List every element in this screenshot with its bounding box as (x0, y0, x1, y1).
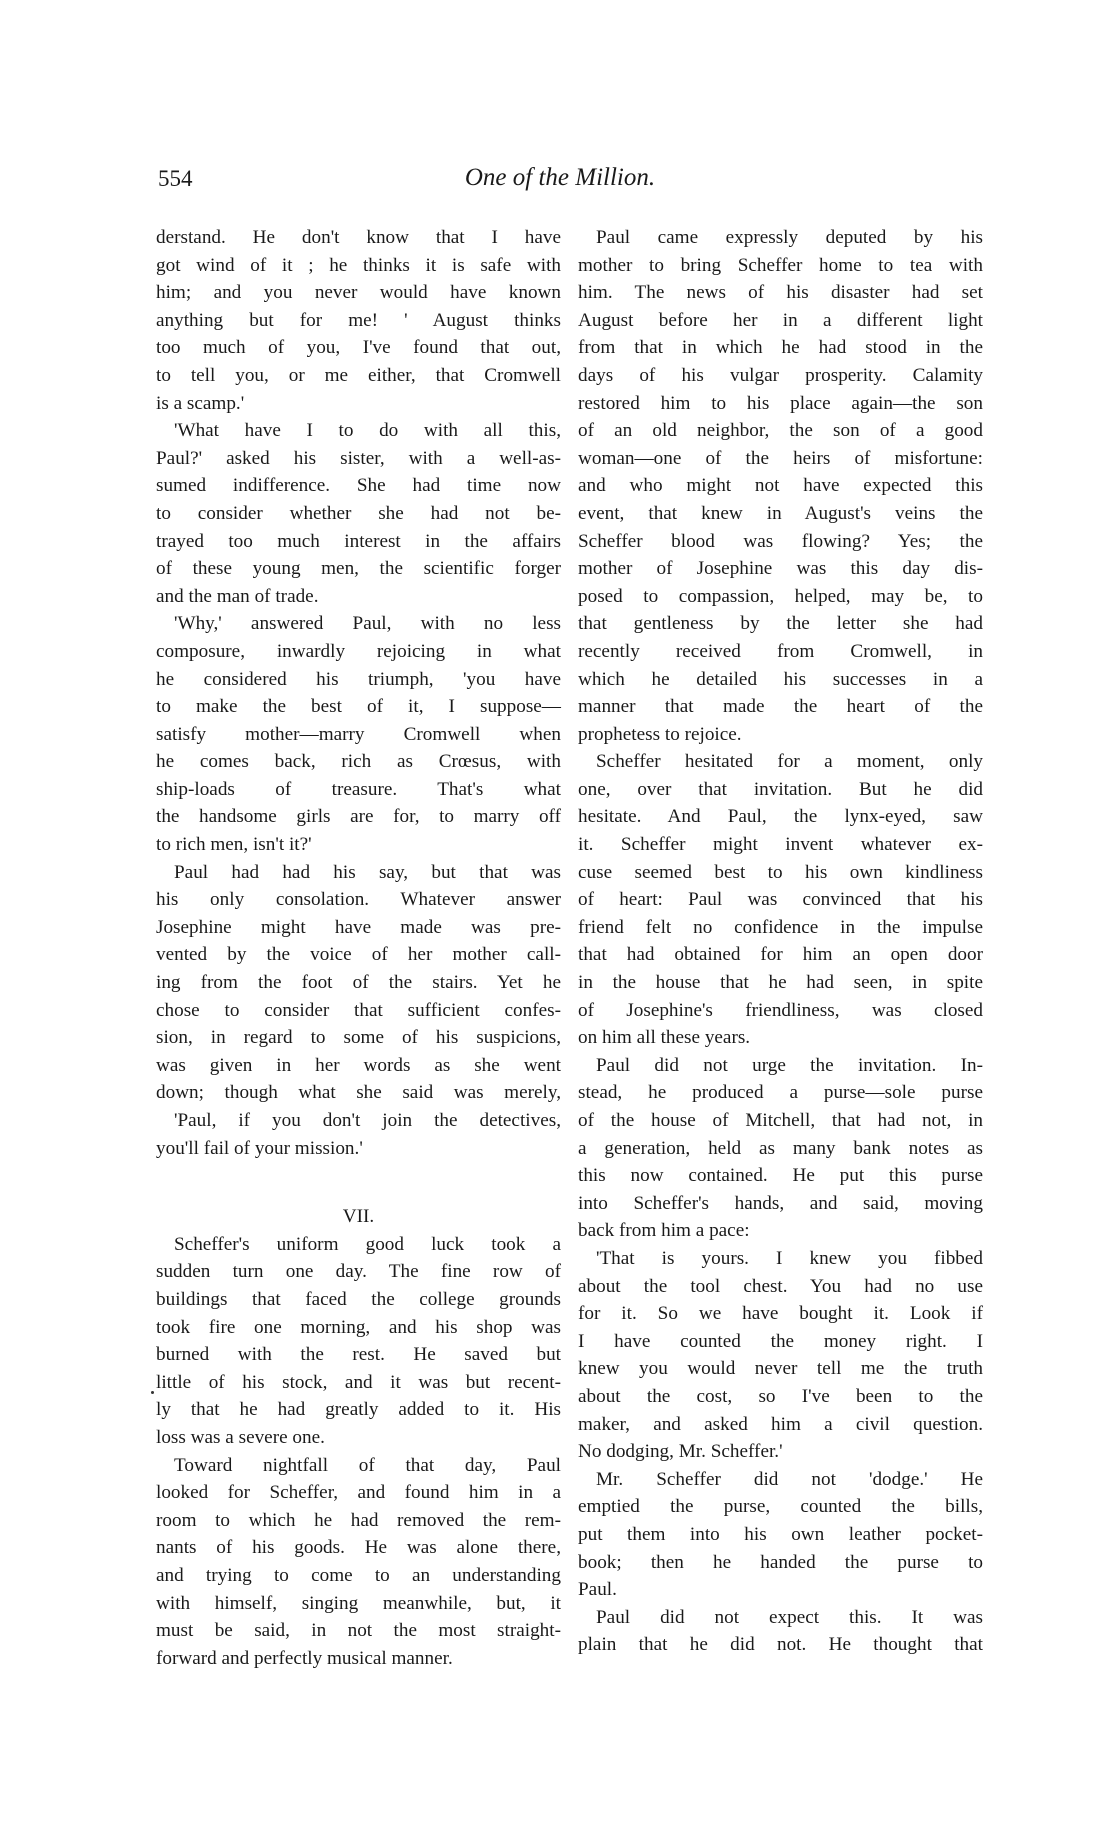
text-line: into Scheffer's hands, and said, moving (578, 1192, 983, 1214)
text-line: maker, and asked him a civil question. (578, 1413, 983, 1435)
text-line: ship-loads of treasure. That's what (156, 778, 561, 800)
text-line: with himself, singing meanwhile, but, it (156, 1592, 561, 1614)
text-line: of the house of Mitchell, that had not, in (578, 1110, 983, 1131)
section-heading: VII. (342, 1206, 375, 1228)
text-line: this now contained. He put this purse (578, 1165, 983, 1187)
text-line: about the cost, so I've been to the (578, 1385, 983, 1407)
text-line: for it. So we have bought it. Look if (578, 1303, 983, 1325)
text-line: is a scamp.' (156, 392, 245, 414)
text-line: Scheffer hesitated for a moment, only (596, 751, 983, 773)
text-line: got wind of it ; he thinks it is safe with (156, 254, 561, 276)
text-line: looked for Scheffer, and found him in a (156, 1482, 561, 1504)
text-line: was given in her words as she went (156, 1054, 561, 1076)
text-line: down; though what she said was merely, (156, 1082, 561, 1104)
text-line: too much of you, I've found that out, (156, 337, 561, 359)
text-line: knew you would never tell me the truth (578, 1358, 983, 1380)
text-line: 'Why,' answered Paul, with no less (174, 613, 561, 635)
text-line: of an old neighbor, the son of a good (578, 420, 983, 442)
text-line: back from him a pace: (578, 1220, 750, 1242)
text-line: on him all these years. (578, 1027, 751, 1049)
text-line: Josephine might have made was pre- (156, 916, 561, 938)
text-line: recently received from Cromwell, in (578, 640, 983, 662)
text-line: Paul had had his say, but that was (174, 861, 561, 883)
text-line: one, over that invitation. But he did (578, 778, 983, 800)
text-line: Paul. (578, 1579, 617, 1601)
text-line: trayed too much interest in the affairs (156, 530, 561, 552)
text-line: anything but for me! ' August thinks (156, 309, 561, 331)
text-line: of Josephine's friendliness, was closed (578, 999, 983, 1021)
text-line: ly that he had greatly added to it. His (156, 1399, 561, 1421)
text-line: August before her in a different light (578, 309, 983, 331)
section-gap (156, 1162, 561, 1203)
text-line: burned with the rest. He saved but (156, 1344, 561, 1366)
text-line: plain that he did not. He thought that (578, 1634, 983, 1656)
text-line: put them into his own leather pocket- (578, 1523, 983, 1545)
text-line: 'What have I to do with all this, (174, 420, 561, 442)
text-line: sumed indifference. She had time now (156, 475, 561, 497)
text-line: little of his stock, and it was but recent- (156, 1371, 561, 1393)
text-line: he comes back, rich as Crœsus, with (156, 751, 561, 773)
text-line: mother of Josephine was this day dis- (578, 558, 983, 580)
text-line: in the house that he had seen, in spite (578, 972, 983, 994)
text-line: Paul came expressly deputed by his (596, 227, 983, 248)
text-line: you'll fail of your mission.' (156, 1137, 363, 1159)
page-number: 554 (158, 166, 193, 191)
text-line: from that in which he had stood in the (578, 337, 983, 359)
text-line: vented by the voice of her mother call- (156, 944, 561, 966)
text-line: about the tool chest. You had no use (578, 1275, 983, 1297)
text-line: 'That is yours. I knew you fibbed (596, 1247, 983, 1269)
text-line: a generation, held as many bank notes as (578, 1137, 983, 1159)
text-line: Paul did not expect this. It was (596, 1606, 983, 1628)
text-line: his only consolation. Whatever answer (156, 889, 561, 911)
text-line: No dodging, Mr. Scheffer.' (578, 1441, 783, 1463)
text-line: and the man of trade. (156, 585, 319, 607)
right-column-text (578, 224, 983, 1659)
left-column (156, 224, 561, 1672)
text-line: prophetess to rejoice. (578, 723, 742, 745)
text-line: of heart: Paul was convinced that his (578, 889, 983, 911)
section-text (156, 1231, 561, 1673)
text-line: Scheffer's uniform good luck took a (174, 1233, 561, 1255)
text-line: must be said, in not the most straight- (156, 1620, 561, 1642)
text-line: took fire one morning, and his shop was (156, 1316, 561, 1338)
text-line: sudden turn one day. The fine row of (156, 1261, 561, 1283)
text-line: book; then he handed the purse to (578, 1551, 983, 1573)
text-line: the handsome girls are for, to marry off (156, 806, 561, 828)
text-line: Paul did not urge the invitation. In- (596, 1054, 983, 1076)
text-line: I have counted the money right. I (578, 1330, 983, 1352)
text-line: Mr. Scheffer did not 'dodge.' He (596, 1468, 983, 1490)
text-line: buildings that faced the college grounds (156, 1288, 561, 1310)
text-line: Scheffer blood was flowing? Yes; the (578, 530, 983, 552)
text-line: to make the best of it, I suppose— (156, 696, 561, 718)
text-line: nants of his goods. He was alone there, (156, 1537, 561, 1559)
text-line: woman—one of the heirs of misfortune: (578, 447, 983, 469)
text-line: it. Scheffer might invent whatever ex- (578, 834, 983, 856)
text-line: restored him to his place again—the son (578, 392, 983, 414)
text-line: sion, in regard to some of his suspicions, (156, 1027, 561, 1049)
text-line: friend felt no confidence in the impulse (578, 916, 983, 938)
text-line: 'Paul, if you don't join the detectives, (174, 1110, 561, 1131)
text-line: to rich men, isn't it?' (156, 834, 312, 856)
text-line: days of his vulgar prosperity. Calamity (578, 364, 983, 386)
text-line: cuse seemed best to his own kindliness (578, 861, 983, 883)
text-line: he considered his triumph, 'you have (156, 668, 561, 690)
text-line: loss was a severe one. (156, 1426, 325, 1448)
text-line: satisfy mother—marry Cromwell when (156, 723, 561, 745)
text-line: stead, he produced a purse—sole purse (578, 1082, 983, 1104)
text-line: of these young men, the scientific forger (156, 558, 561, 580)
text-line: to tell you, or me either, that Cromwell (156, 364, 561, 386)
text-line: manner that made the heart of the (578, 696, 983, 718)
text-line: him; and you never would have known (156, 282, 561, 304)
text-line: ing from the foot of the stairs. Yet he (156, 972, 561, 994)
left-column-text (156, 224, 561, 1162)
text-line: posed to compassion, helped, may be, to (578, 585, 983, 607)
text-line: emptied the purse, counted the bills, (578, 1496, 983, 1518)
right-column (578, 224, 983, 1659)
running-title: One of the Million. (464, 164, 656, 191)
text-line: him. The news of his disaster had set (578, 282, 983, 304)
text-line: composure, inwardly rejoicing in what (156, 640, 561, 662)
text-line: and who might not have expected this (578, 475, 983, 497)
text-line: forward and perfectly musical manner. (156, 1647, 453, 1669)
text-line: room to which he had removed the rem- (156, 1509, 561, 1531)
text-line: that gentleness by the letter she had (578, 613, 983, 635)
text-line: and trying to come to an understanding (156, 1564, 561, 1586)
text-line: event, that knew in August's veins the (578, 502, 983, 524)
text-line: Paul?' asked his sister, with a well-as- (156, 447, 561, 469)
text-line: which he detailed his successes in a (578, 668, 983, 690)
scan-speck (151, 1391, 154, 1394)
text-line: to consider whether she had not be- (156, 502, 561, 524)
text-line: mother to bring Scheffer home to tea with (578, 254, 983, 276)
text-line: chose to consider that sufficient confes- (156, 999, 561, 1021)
text-line: that had obtained for him an open door (578, 944, 983, 966)
text-line: Toward nightfall of that day, Paul (174, 1454, 561, 1476)
text-line: derstand. He don't know that I have (156, 227, 561, 248)
text-line: hesitate. And Paul, the lynx-eyed, saw (578, 806, 983, 828)
